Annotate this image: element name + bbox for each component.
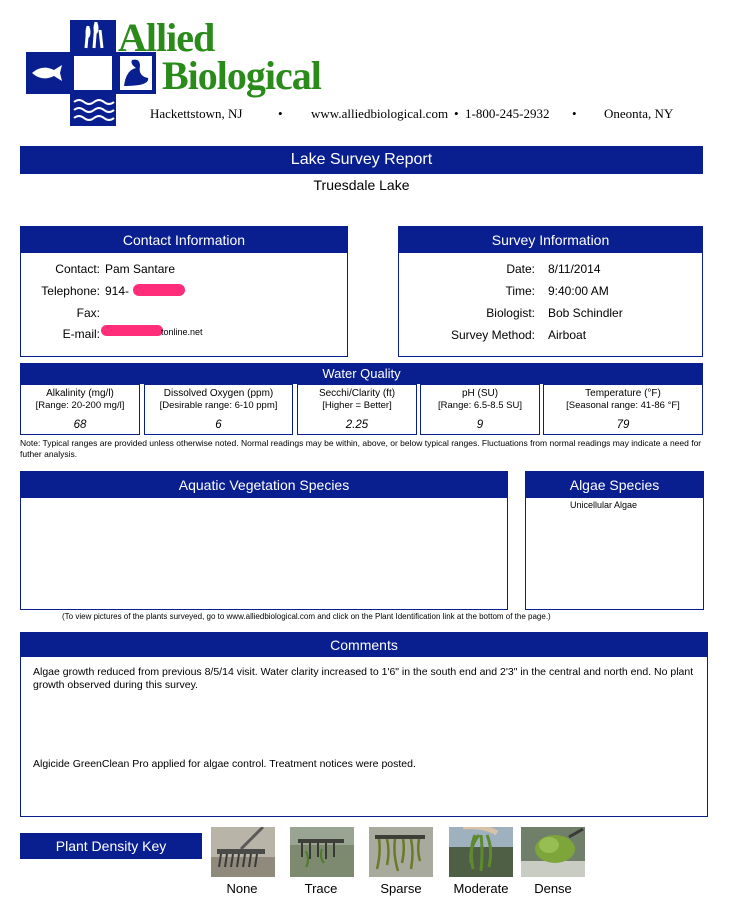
logo-text-biological: Biological (162, 53, 321, 98)
wq-alkalinity (20, 384, 140, 435)
wq-value: 79 (616, 419, 630, 431)
density-label-moderate: Moderate (453, 881, 509, 896)
lake-name: Truesdale Lake (313, 177, 410, 193)
website-link[interactable]: www.alliedbiological.com (311, 106, 449, 121)
wq-name: Dissolved Oxygen (ppm) (163, 388, 274, 399)
fax-label: Fax: (76, 306, 100, 320)
comments-header: Comments (21, 633, 707, 657)
algae-header: Algae Species (526, 472, 703, 498)
water-quality-title: Water Quality (322, 366, 401, 381)
wq-range: [Range: 6.5-8.5 SU] (438, 400, 522, 411)
wq-name: pH (SU) (461, 388, 499, 399)
location-right: Oneonta, NY (604, 106, 674, 121)
redaction-mark (101, 325, 163, 336)
rake-dense-icon (521, 827, 585, 877)
wq-secchi-clarity (297, 384, 417, 435)
density-label-trace: Trace (304, 881, 338, 896)
email-value: tonline.net (161, 327, 203, 337)
density-image-dense (521, 827, 585, 877)
phone-number: 1-800-245-2932 (465, 106, 550, 121)
time-label: Time: (505, 284, 535, 298)
time-value: 9:40:00 AM (548, 284, 609, 298)
density-image-sparse (369, 827, 433, 877)
contact-value: Pam Santare (105, 262, 176, 276)
wq-value: 2.25 (345, 419, 369, 431)
plant-density-key-label (20, 833, 202, 871)
bullet: • (572, 106, 577, 121)
wq-dissolved-oxygen (144, 384, 293, 435)
wq-range: [Desirable range: 6-10 ppm] (159, 400, 278, 411)
bullet: • (278, 106, 283, 121)
wq-range: [Seasonal range: 41-86 °F] (566, 400, 680, 411)
bullet: • (454, 106, 459, 121)
survey-method-label: Survey Method: (450, 328, 535, 342)
wq-range: [Higher = Better] (322, 400, 392, 411)
vegetation-note: (To view pictures of the plants surveyed, go to www.alliedbiological.com and click on the Plant Identification link at the bottom of the page.) (62, 612, 551, 621)
algae-item: Unicellular Algae (570, 500, 638, 510)
density-image-none (211, 827, 275, 877)
density-label-dense: Dense (534, 881, 572, 896)
vegetation-header: Aquatic Vegetation Species (21, 472, 507, 498)
wq-value: 9 (476, 419, 484, 431)
wq-value: 68 (73, 419, 87, 431)
water-quality-note: Note: Typical ranges are provided unless otherwise noted. Normal readings may be within, above, or below typical ranges. Fluctuations from normal readings may indicate a need for futher analysis. (20, 438, 702, 459)
header-contact-line (150, 106, 690, 124)
wq-ph (420, 384, 540, 435)
density-image-moderate (449, 827, 513, 877)
email-label: E-mail: (62, 327, 100, 341)
water-quality-header (20, 363, 703, 384)
telephone-label: Telephone: (41, 284, 100, 298)
comment-paragraph: Algicide GreenClean Pro applied for algae control. Treatment notices were posted. (33, 758, 416, 770)
biologist-value: Bob Schindler (548, 306, 623, 320)
rake-moderate-icon (449, 827, 513, 877)
wq-name: Alkalinity (mg/l) (46, 388, 114, 399)
algae-panel (525, 471, 704, 610)
density-label-sparse: Sparse (380, 881, 422, 896)
contact-label: Contact: (55, 262, 100, 276)
density-image-trace (290, 827, 354, 877)
telephone-value: 914- (105, 284, 130, 298)
comments-panel (20, 632, 708, 817)
biologist-label: Biologist: (486, 306, 535, 320)
wq-range: [Range: 20-200 mg/l] (35, 400, 125, 411)
logo-text-allied: Allied (118, 15, 215, 60)
report-title: Lake Survey Report (290, 151, 433, 168)
date-label: Date: (506, 262, 535, 276)
wq-name: Temperature (°F) (585, 388, 661, 399)
date-value: 8/11/2014 (548, 262, 601, 276)
vegetation-panel (20, 471, 508, 610)
contact-info-header: Contact Information (21, 227, 347, 253)
wq-name: Secchi/Clarity (ft) (318, 388, 396, 399)
wq-temperature (543, 384, 703, 435)
contact-info-panel (20, 226, 348, 357)
rake-trace-icon (290, 827, 354, 877)
survey-method-value: Airboat (548, 328, 587, 342)
report-title-bar (20, 146, 703, 174)
survey-info-panel (398, 226, 703, 357)
wq-value: 6 (215, 419, 222, 431)
density-label-none: None (226, 881, 258, 896)
plant-density-key-title: Plant Density Key (55, 838, 167, 854)
comment-paragraph: Algae growth reduced from previous 8/5/14 visit. Water clarity increased to 1'6" in the south end and 2'3" in the central and north end. No plant growth observed during this survey. (33, 666, 694, 691)
rake-sparse-icon (369, 827, 433, 877)
survey-info-header: Survey Information (399, 227, 702, 253)
location-left: Hackettstown, NJ (150, 106, 243, 121)
rake-none-icon (211, 827, 275, 877)
redaction-mark (133, 284, 185, 296)
